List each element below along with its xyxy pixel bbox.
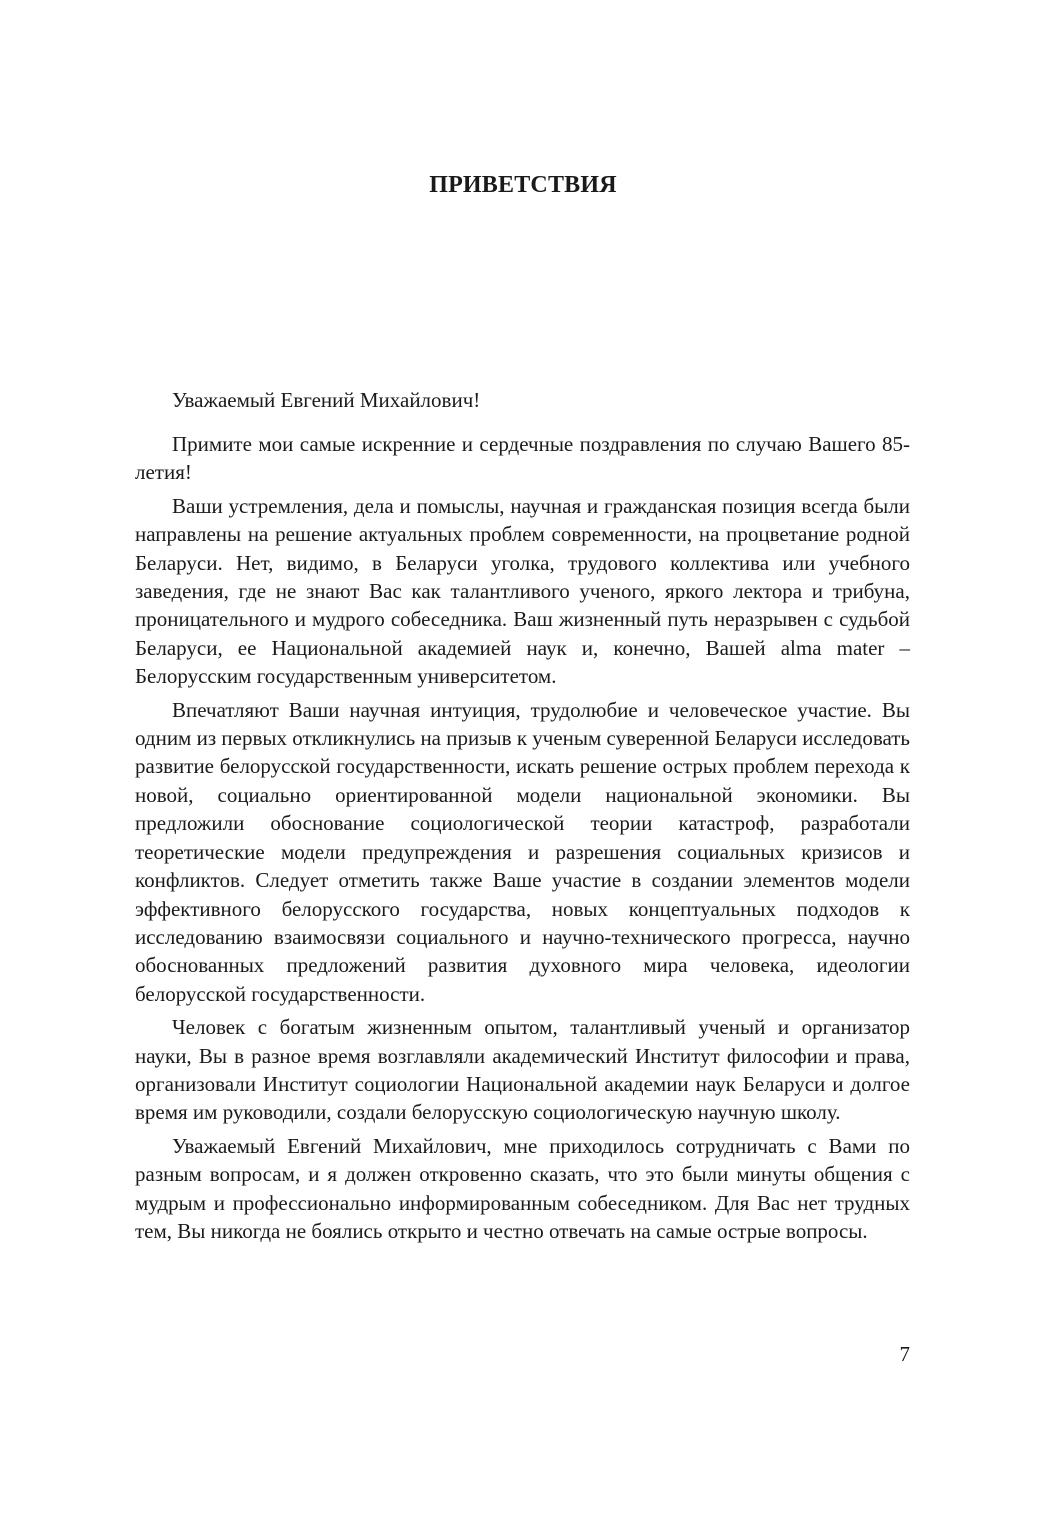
page-number: 7: [899, 1342, 910, 1366]
page-title: ПРИВЕТСТВИЯ: [429, 172, 617, 198]
salutation: Уважаемый Евгений Михайлович!: [172, 388, 481, 412]
paragraph-2: Ваши устремления, дела и помыслы, научная и гражданская позиция всегда были направлены на решение актуальных проблем современности, на процветание родной Беларуси. Нет, видимо, в Беларуси уголка, трудового коллектива или учебного заведения, где не знают Вас как талантливого ученого, яркого лектора и трибуна, проницательного и мудрого собеседника. Ваш жизненный путь неразрывен с судьбой Беларуси, ее Национальной академией наук и, конечно, Вашей alma mater – Белорусским государственным университетом.: [135, 493, 910, 689]
paragraph-5: Уважаемый Евгений Михайлович, мне приходилось сотрудничать с Вами по разным вопросам, и я должен откровенно сказать, что это были минуты общения с мудрым и профессионально информированным собеседником. Для Вас нет трудных тем, Вы никогда не боялись открыто и честно отвечать на самые острые вопросы.: [135, 1133, 910, 1243]
letter-body: [135, 430, 910, 1250]
paragraph-4: Человек с богатым жизненным опытом, талантливый ученый и организатор науки, Вы в разное время возглавляли академический Институт философии и права, организовали Институт социологии Национальной академии наук Беларуси и долгое время им руководили, создали белорусскую социологическую научную школу.: [135, 1015, 910, 1125]
paragraph-3: Впечатляют Ваши научная интуиция, трудолюбие и человеческое участие. Вы одним из первых откликнулись на призыв к ученым суверенной Беларуси исследовать развитие белорусской государственности, искать решение острых проблем перехода к новой, социально ориентированной модели национальной экономики. Вы предложили обоснование социологической теории катастроф, разработали теоретические модели предупреждения и разрешения социальных кризисов и конфликтов. Следует отметить также Ваше участие в создании элементов модели эффективного белорусского государства, новых концептуальных подходов к исследованию взаимосвязи социального и научно-технического прогресса, научно обоснованных предложений развития духовного мира человека, идеологии белорусской государственности.: [135, 697, 910, 1006]
paragraph-1: Примите мои самые искренние и сердечные поздравления по случаю Вашего 85-летия!: [135, 432, 910, 485]
